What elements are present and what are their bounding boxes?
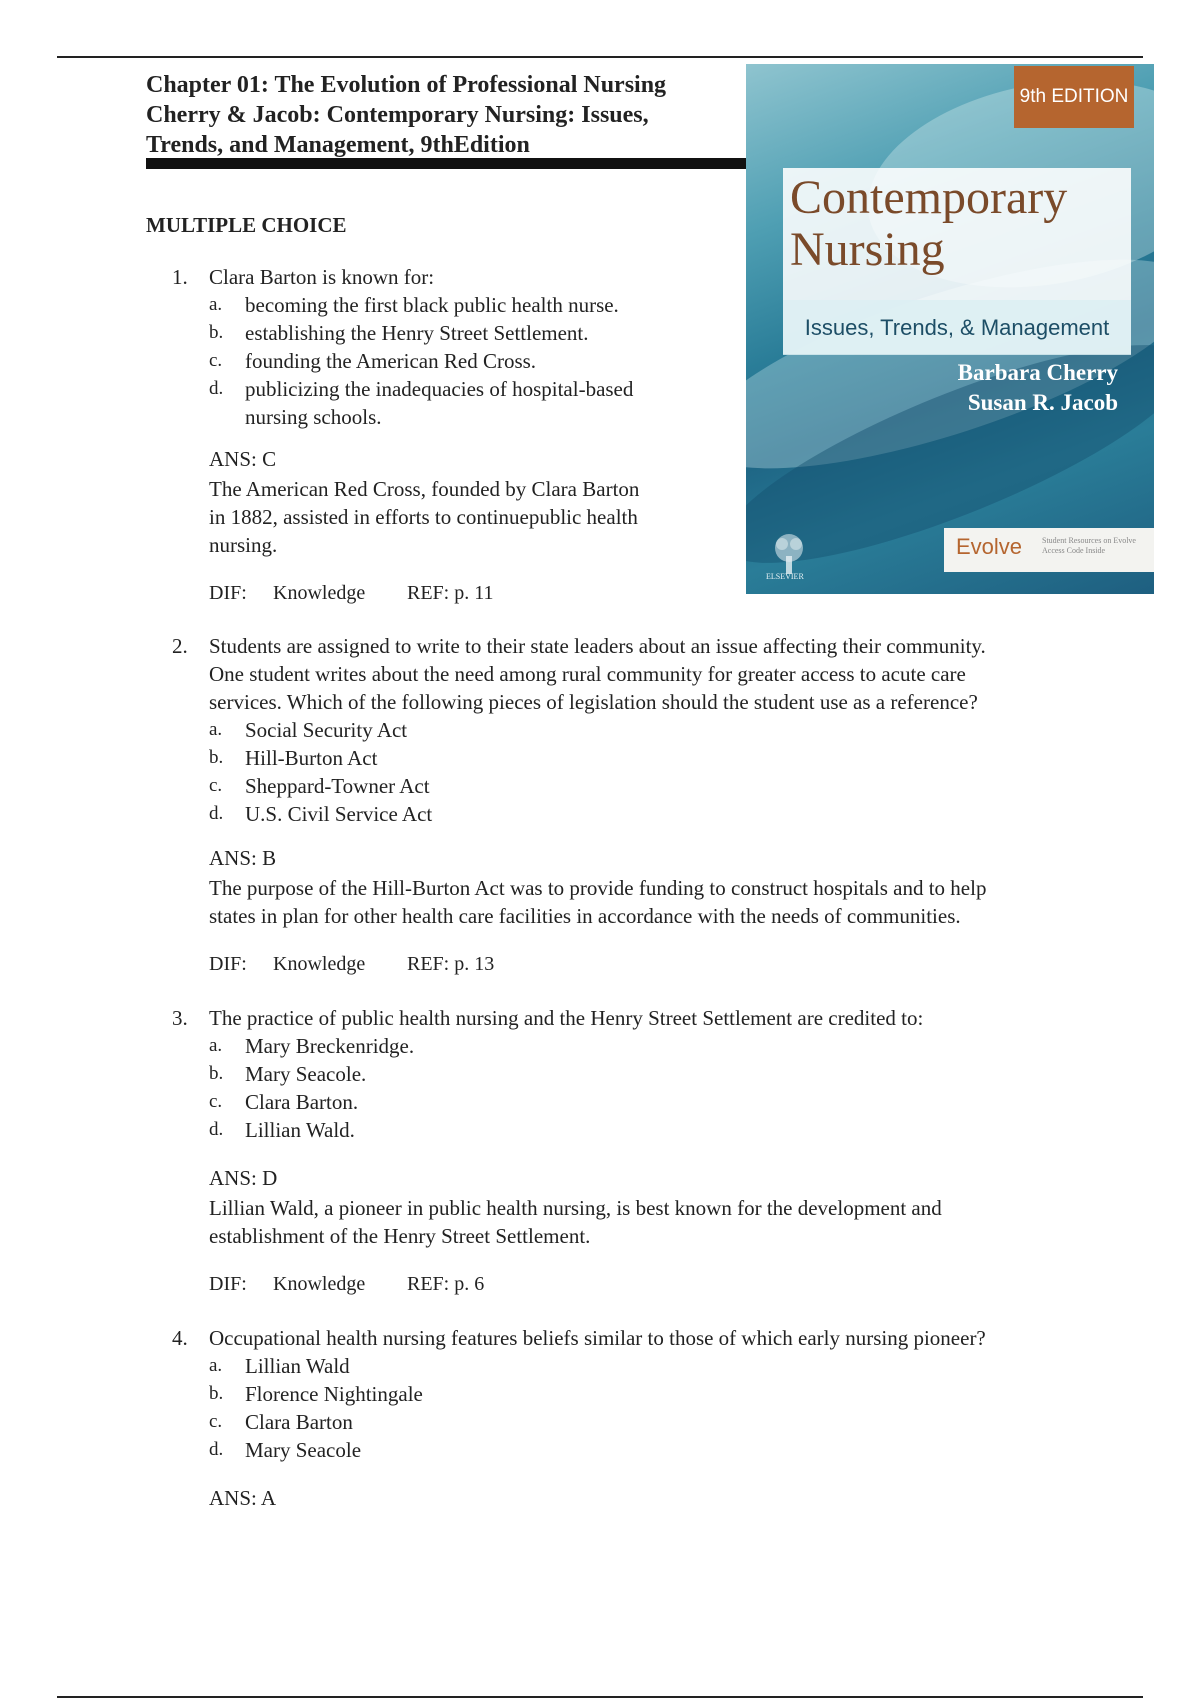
stem-line: One student writes about the need among rural community for greater access to acute care	[209, 662, 966, 686]
answer-option	[209, 319, 633, 347]
option-text: Sheppard-Towner Act	[245, 774, 430, 798]
answer-key: ANS: A	[209, 1486, 277, 1510]
answer-options	[209, 291, 633, 431]
rationale	[209, 475, 639, 559]
book-cover	[746, 64, 1154, 594]
option-letter: b.	[209, 1383, 224, 1404]
question-meta	[209, 1273, 484, 1296]
option-text: publicizing the inadequacies of hospital-based	[245, 377, 634, 401]
option-letter: b.	[209, 747, 224, 768]
author-name: Susan R. Jacob	[967, 390, 1118, 415]
header-bar	[146, 158, 746, 169]
option-letter: a.	[209, 1035, 223, 1056]
question-stem	[209, 632, 986, 716]
evolve-badge	[944, 528, 1154, 572]
difficulty-value: Knowledge	[273, 582, 366, 604]
option-text: establishing the Henry Street Settlement.	[245, 321, 589, 345]
option-letter: c.	[209, 350, 223, 371]
stem-line: Clara Barton is known for:	[209, 265, 435, 289]
difficulty-label: DIF:	[209, 1273, 247, 1295]
option-text: Hill-Burton Act	[245, 746, 378, 770]
question-meta	[209, 953, 494, 976]
elsevier-tree-icon	[768, 530, 810, 578]
answer-option	[209, 800, 432, 828]
option-letter: b.	[209, 322, 224, 343]
option-letter: d.	[209, 1439, 224, 1460]
answer-option	[209, 1408, 423, 1436]
option-text: nursing schools.	[245, 405, 382, 429]
answer-key: ANS: B	[209, 846, 277, 870]
stem-line: services. Which of the following pieces of legislation should the student use as a reference?	[209, 690, 978, 714]
option-letter: a.	[209, 719, 223, 740]
top-rule	[57, 56, 1143, 58]
rationale	[209, 1194, 942, 1250]
cover-title-line: Nursing	[790, 223, 945, 276]
answer-key: ANS: D	[209, 1166, 278, 1190]
cover-title	[790, 172, 1067, 276]
option-text: Lillian Wald.	[245, 1118, 355, 1142]
answer-option	[209, 744, 432, 772]
answer-option	[209, 1436, 423, 1464]
stem-line: Students are assigned to write to their state leaders about an issue affecting their community.	[209, 634, 986, 658]
difficulty-value: Knowledge	[273, 953, 366, 975]
bottom-rule	[57, 1696, 1143, 1698]
answer-option	[209, 1088, 414, 1116]
document-header	[146, 70, 746, 160]
answer-option	[209, 347, 633, 375]
option-text: Florence Nightingale	[245, 1382, 423, 1406]
page-reference: REF: p. 11	[407, 582, 494, 604]
stem-line: Occupational health nursing features beliefs similar to those of which early nursing pioneer?	[209, 1326, 986, 1350]
question-number: 1.	[172, 265, 188, 289]
option-letter: c.	[209, 775, 223, 796]
option-text: Mary Breckenridge.	[245, 1034, 415, 1058]
option-text: founding the American Red Cross.	[245, 349, 537, 373]
answer-option	[209, 716, 432, 744]
edition-badge: 9th EDITION	[1014, 66, 1134, 128]
option-text: becoming the first black public health nurse.	[245, 293, 619, 317]
answer-option	[209, 1060, 414, 1088]
answer-options	[209, 1352, 423, 1464]
option-letter: d.	[209, 378, 224, 399]
header-edition: Trends, and Management, 9thEdition	[146, 132, 530, 158]
page-reference: REF: p. 6	[407, 1273, 485, 1295]
rationale-line: The purpose of the Hill-Burton Act was to provide funding to construct hospitals and to help	[209, 876, 987, 900]
difficulty-label: DIF:	[209, 582, 247, 604]
answer-option	[209, 1116, 414, 1144]
cover-authors	[958, 358, 1118, 418]
cover-subtitle: Issues, Trends, & Management	[783, 300, 1131, 355]
page-reference: REF: p. 13	[407, 953, 495, 975]
option-text: Social Security Act	[245, 718, 408, 742]
rationale-line: establishment of the Henry Street Settlement.	[209, 1224, 591, 1248]
cover-title-line: Contemporary	[790, 171, 1068, 224]
author-name: Barbara Cherry	[957, 360, 1118, 385]
rationale-line: in 1882, assisted in efforts to continuepublic health	[209, 505, 638, 529]
answer-option	[209, 1032, 414, 1060]
option-letter: b.	[209, 1063, 224, 1084]
option-text: Lillian Wald	[245, 1354, 350, 1378]
question-stem	[209, 263, 434, 291]
question-number: 2.	[172, 634, 188, 658]
answer-option	[209, 772, 432, 800]
option-text: U.S. Civil Service Act	[245, 802, 433, 826]
rationale-line: nursing.	[209, 533, 278, 557]
option-text: Mary Seacole	[245, 1438, 362, 1462]
answer-option	[209, 291, 633, 319]
option-text: Clara Barton.	[245, 1090, 359, 1114]
option-letter: d.	[209, 803, 224, 824]
header-book: Cherry & Jacob: Contemporary Nursing: Issues,	[146, 102, 649, 128]
difficulty-label: DIF:	[209, 953, 247, 975]
question-number: 4.	[172, 1326, 188, 1350]
option-letter: a.	[209, 294, 223, 315]
answer-option	[209, 1380, 423, 1408]
question-stem	[209, 1324, 986, 1352]
difficulty-value: Knowledge	[273, 1273, 366, 1295]
option-text: Mary Seacole.	[245, 1062, 367, 1086]
section-title: MULTIPLE CHOICE	[146, 213, 347, 237]
evolve-note: Student Resources on Evolve Access Code Inside	[1042, 536, 1136, 555]
option-letter: c.	[209, 1091, 223, 1112]
answer-options	[209, 1032, 414, 1144]
option-text: Clara Barton	[245, 1410, 353, 1434]
publisher-name: ELSEVIER	[766, 572, 804, 581]
option-letter: a.	[209, 1355, 223, 1376]
answer-options	[209, 716, 432, 828]
rationale	[209, 874, 986, 930]
question-number: 3.	[172, 1006, 188, 1030]
rationale-line: states in plan for other health care facilities in accordance with the needs of communities.	[209, 904, 961, 928]
answer-option	[209, 1352, 423, 1380]
stem-line: The practice of public health nursing and the Henry Street Settlement are credited to:	[209, 1006, 924, 1030]
question-meta	[209, 582, 494, 605]
option-letter: d.	[209, 1119, 224, 1140]
rationale-line: The American Red Cross, founded by Clara Barton	[209, 477, 640, 501]
header-chapter: Chapter 01: The Evolution of Professional Nursing	[146, 72, 667, 98]
question-stem	[209, 1004, 923, 1032]
answer-key: ANS: C	[209, 447, 277, 471]
answer-option	[209, 375, 633, 431]
option-letter: c.	[209, 1411, 223, 1432]
evolve-logo: Evolve	[956, 534, 1023, 559]
rationale-line: Lillian Wald, a pioneer in public health nursing, is best known for the development and	[209, 1196, 942, 1220]
